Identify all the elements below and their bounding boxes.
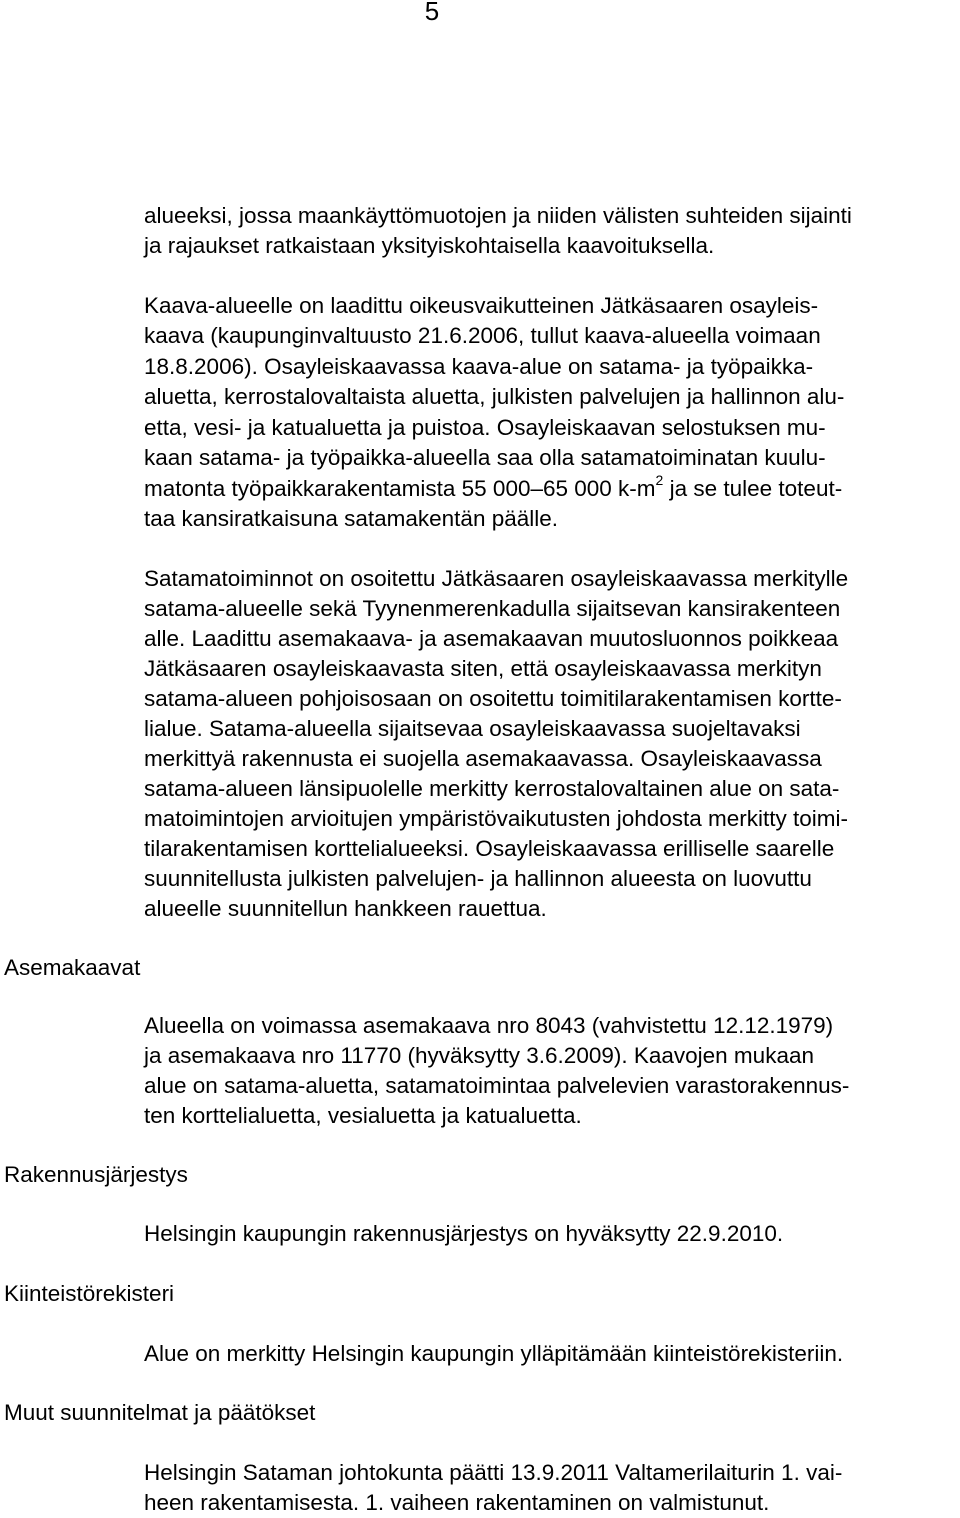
kiinteistorekisteri-paragraph: Alue on merkitty Helsingin kaupungin ylläpitämään kiinteistörekisteriin. bbox=[144, 1341, 844, 1366]
text-line: merkittyä rakennusta ei suojella asemakaavassa. Osayleiskaavassa bbox=[144, 746, 822, 771]
text-line: suunnitellusta julkisten palvelujen- ja hallinnon alueesta on luovuttu bbox=[144, 866, 812, 891]
page-number: 5 bbox=[424, 0, 440, 26]
text-line: 18.8.2006). Osayleiskaavassa kaava-alue on satama- ja työpaikka- bbox=[144, 354, 814, 379]
text-line: Jätkäsaaren osayleiskaavasta siten, että osayleiskaavassa merkityn bbox=[144, 656, 822, 681]
text-line: alle. Laadittu asemakaava- ja asemakaavan muutosluonnos poikkeaa bbox=[144, 626, 839, 651]
text-line: Alueella on voimassa asemakaava nro 8043 (vahvistettu 12.12.1979) bbox=[144, 1013, 834, 1038]
section-heading-kiinteistorekisteri: Kiinteistörekisteri bbox=[4, 1281, 175, 1306]
text-line: taa kansiratkaisuna satamakentän päälle. bbox=[144, 506, 559, 531]
text-line: aluetta, kerrostalovaltaista aluetta, julkisten palvelujen ja hallinnon alu- bbox=[144, 384, 845, 409]
text-line bbox=[144, 471, 843, 504]
text-line: ja asemakaava nro 11770 (hyväksytty 3.6.2009). Kaavojen mukaan bbox=[144, 1043, 814, 1068]
text-line: ja rajaukset ratkaistaan yksityiskohtaisella kaavoituksella. bbox=[144, 233, 715, 258]
text-line: alueeksi, jossa maankäyttömuotojen ja niiden välisten suhteiden sijainti bbox=[144, 203, 852, 228]
text-line: tilarakentamisen korttelialueeksi. Osayleiskaavassa erilliselle saarelle bbox=[144, 836, 835, 861]
text-line: satama-alueen pohjoisosaan on osoitettu toimitilarakentamisen kortte- bbox=[144, 686, 842, 711]
text-line: ten korttelialuetta, vesialuetta ja katualuetta. bbox=[144, 1103, 582, 1128]
text-line: Helsingin Sataman johtokunta päätti 13.9.2011 Valtamerilaiturin 1. vai- bbox=[144, 1460, 843, 1485]
text-line: alue on satama-aluetta, satamatoimintaa palvelevien varastorakennus- bbox=[144, 1073, 850, 1098]
text-fragment: ja se tulee toteut- bbox=[663, 476, 843, 501]
text-line: Kaava-alueelle on laadittu oikeusvaikutteinen Jätkäsaaren osayleis- bbox=[144, 293, 819, 318]
text-line: matoimintojen arvioitujen ympäristövaikutusten johdosta merkitty toimi- bbox=[144, 806, 849, 831]
text-line: kaava (kaupunginvaltuusto 21.6.2006, tullut kaava-alueella voimaan bbox=[144, 323, 821, 348]
rakennusjarjestys-paragraph: Helsingin kaupungin rakennusjärjestys on hyväksytty 22.9.2010. bbox=[144, 1221, 784, 1246]
text-fragment: matonta työpaikkarakentamista 55 000–65 000 k-m bbox=[144, 476, 656, 501]
text-line: etta, vesi- ja katualuetta ja puistoa. Osayleiskaavan selostuksen mu- bbox=[144, 415, 826, 440]
text-line: heen rakentamisesta. 1. vaiheen rakentaminen on valmistunut. bbox=[144, 1490, 770, 1515]
section-heading-asemakaavat: Asemakaavat bbox=[4, 955, 141, 980]
text-line: kaan satama- ja työpaikka-alueella saa olla satamatoiminatan kuulu- bbox=[144, 445, 826, 470]
superscript: 2 bbox=[655, 471, 664, 488]
section-heading-muut: Muut suunnitelmat ja päätökset bbox=[4, 1400, 316, 1425]
text-line: lialue. Satama-alueella sijaitsevaa osayleiskaavassa suojeltavaksi bbox=[144, 716, 801, 741]
text-line: alueelle suunnitellun hankkeen rauettua. bbox=[144, 896, 547, 921]
text-line: Satamatoiminnot on osoitettu Jätkäsaaren osayleiskaavassa merkitylle bbox=[144, 566, 849, 591]
section-heading-rakennusjarjestys: Rakennusjärjestys bbox=[4, 1162, 188, 1187]
text-line: satama-alueen länsipuolelle merkitty kerrostalovaltainen alue on sata- bbox=[144, 776, 840, 801]
text-line: satama-alueelle sekä Tyynenmerenkadulla sijaitsevan kansirakenteen bbox=[144, 596, 841, 621]
